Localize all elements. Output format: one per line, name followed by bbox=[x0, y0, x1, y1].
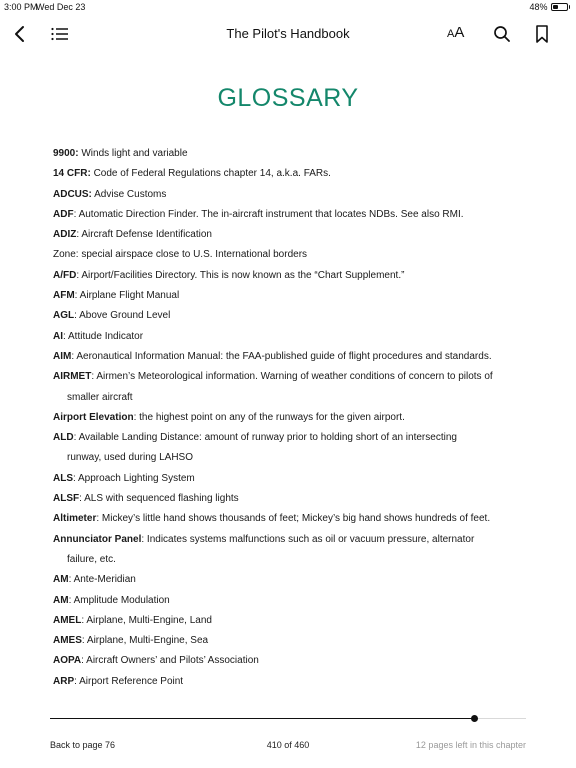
glossary-term: A/FD bbox=[53, 269, 77, 281]
glossary-entry bbox=[53, 205, 523, 225]
glossary-definition: Winds light and variable bbox=[78, 148, 188, 159]
battery-icon bbox=[551, 3, 568, 11]
glossary-definition: : Ante-Meridian bbox=[68, 574, 136, 586]
glossary-entry bbox=[53, 489, 523, 509]
glossary-entry bbox=[53, 509, 523, 529]
glossary-term: AM bbox=[53, 574, 69, 586]
glossary-entry bbox=[53, 591, 523, 611]
glossary-entry bbox=[53, 469, 523, 489]
glossary-definition: Zone: special airspace close to U.S. International borders bbox=[53, 249, 308, 261]
glossary-term: AI bbox=[53, 330, 63, 342]
glossary-list bbox=[53, 144, 523, 692]
glossary-entry bbox=[53, 286, 523, 306]
glossary-term: AOPA bbox=[53, 655, 82, 667]
glossary-term: Annunciator Panel bbox=[53, 533, 142, 545]
glossary-term: ALD bbox=[53, 432, 74, 444]
glossary-definition: : Automatic Direction Finder. The in-aircraft instrument that locates NDBs. See also RMI. bbox=[73, 208, 464, 220]
glossary-term: ADIZ bbox=[53, 229, 77, 241]
battery-tip bbox=[569, 5, 571, 9]
navigation-bar bbox=[0, 18, 576, 50]
glossary-definition: : Above Ground Level bbox=[74, 310, 171, 322]
glossary-definition: : ALS with sequenced flashing lights bbox=[79, 493, 239, 505]
bookmark-icon bbox=[535, 25, 549, 43]
glossary-entry bbox=[53, 144, 523, 164]
glossary-definition: : Attitude Indicator bbox=[63, 330, 144, 342]
glossary-definition: : Amplitude Modulation bbox=[68, 594, 170, 606]
battery-percent: 48% bbox=[529, 2, 548, 12]
glossary-definition-continued: failure, etc. bbox=[67, 553, 116, 565]
glossary-entry bbox=[53, 225, 523, 245]
glossary-term: AIRMET bbox=[53, 371, 92, 383]
glossary-term: AMES bbox=[53, 635, 82, 647]
glossary-entry bbox=[53, 245, 523, 265]
glossary-term: AGL bbox=[53, 310, 75, 322]
back-to-page-link[interactable]: Back to page 76 bbox=[50, 740, 116, 750]
glossary-definition: : Aircraft Owners’ and Pilots’ Association bbox=[81, 655, 259, 667]
glossary-entry bbox=[53, 408, 523, 428]
search-icon bbox=[493, 25, 511, 43]
glossary-definition: : Mickey’s little hand shows thousands of feet; Mickey’s big hand shows hundreds of feet. bbox=[96, 513, 491, 525]
status-bar bbox=[0, 0, 576, 14]
glossary-term: 14 CFR: bbox=[53, 168, 91, 180]
glossary-term: 9900: bbox=[53, 148, 79, 159]
pages-left-in-chapter: 12 pages left in this chapter bbox=[415, 740, 526, 750]
progress-fill bbox=[50, 718, 474, 719]
glossary-definition: : Available Landing Distance: amount of runway prior to holding short of an intersecting bbox=[73, 432, 457, 444]
glossary-term: AIM bbox=[53, 350, 72, 362]
glossary-term: Altimeter bbox=[53, 513, 97, 525]
glossary-definition: : Airport Reference Point bbox=[74, 675, 184, 687]
glossary-entry bbox=[53, 327, 523, 347]
glossary-term: ARP bbox=[53, 675, 75, 687]
glossary-entry bbox=[53, 631, 523, 651]
glossary-entry bbox=[53, 306, 523, 326]
progress-knob[interactable] bbox=[471, 715, 478, 722]
glossary-definition: : Approach Lighting System bbox=[73, 472, 195, 484]
glossary-definition: : Aircraft Defense Identification bbox=[76, 229, 212, 241]
glossary-definition: : Airplane, Multi-Engine, Land bbox=[81, 614, 212, 626]
page-content bbox=[53, 80, 523, 687]
status-time: 3:00 PM bbox=[4, 2, 38, 12]
glossary-term: Airport Elevation bbox=[53, 411, 134, 423]
font-size-button[interactable] bbox=[447, 24, 464, 41]
status-date: Wed Dec 23 bbox=[36, 2, 86, 12]
glossary-entry bbox=[53, 651, 523, 671]
glossary-entry bbox=[53, 266, 523, 286]
glossary-entry bbox=[53, 185, 523, 205]
glossary-entry bbox=[53, 570, 523, 590]
glossary-term: AMEL bbox=[53, 614, 82, 626]
glossary-definition-continued: runway, used during LAHSO bbox=[67, 452, 193, 464]
glossary-definition: : Aeronautical Information Manual: the FAA-published guide of flight procedures and standards. bbox=[71, 350, 492, 362]
glossary-entry bbox=[53, 347, 523, 367]
page-indicator: 410 of 460 bbox=[266, 740, 310, 750]
glossary-definition-continued: smaller aircraft bbox=[67, 391, 133, 403]
glossary-definition: : Airplane Flight Manual bbox=[74, 290, 180, 302]
glossary-definition: : Indicates systems malfunctions such as oil or vacuum pressure, alternator bbox=[141, 533, 475, 545]
glossary-term: ADCUS: bbox=[53, 188, 92, 200]
glossary-entry bbox=[53, 367, 523, 408]
glossary-definition: Advise Customs bbox=[91, 188, 167, 200]
glossary-definition: Code of Federal Regulations chapter 14, a.k.a. FARs. bbox=[90, 168, 331, 180]
glossary-entry bbox=[53, 672, 523, 692]
search-button[interactable] bbox=[490, 22, 514, 46]
bookmark-button[interactable] bbox=[530, 22, 554, 46]
chapter-title: GLOSSARY bbox=[217, 84, 359, 112]
glossary-term: AM bbox=[53, 594, 69, 606]
glossary-term: ADF bbox=[53, 208, 74, 220]
font-size-small-label: A bbox=[447, 28, 455, 40]
glossary-entry bbox=[53, 530, 523, 571]
glossary-entry bbox=[53, 164, 523, 184]
glossary-term: AFM bbox=[53, 290, 75, 302]
glossary-definition: : Airplane, Multi-Engine, Sea bbox=[81, 635, 209, 647]
glossary-definition: : the highest point on any of the runways for the given airport. bbox=[133, 411, 405, 423]
glossary-entry bbox=[53, 611, 523, 631]
glossary-entry bbox=[53, 428, 523, 469]
reading-progress-slider[interactable] bbox=[50, 718, 526, 719]
glossary-definition: : Airport/Facilities Directory. This is now known as the “Chart Supplement.” bbox=[76, 269, 405, 281]
glossary-term: ALSF bbox=[53, 493, 80, 505]
battery-level-fill bbox=[553, 5, 558, 9]
battery-status bbox=[529, 2, 570, 12]
font-size-large-label: A bbox=[454, 24, 465, 41]
glossary-term: ALS bbox=[53, 472, 73, 484]
book-title: The Pilot's Handbook bbox=[226, 26, 350, 41]
footer bbox=[50, 740, 526, 754]
glossary-definition: : Airmen’s Meteorological information. Warning of weather conditions of concern to pilots of bbox=[91, 371, 493, 383]
